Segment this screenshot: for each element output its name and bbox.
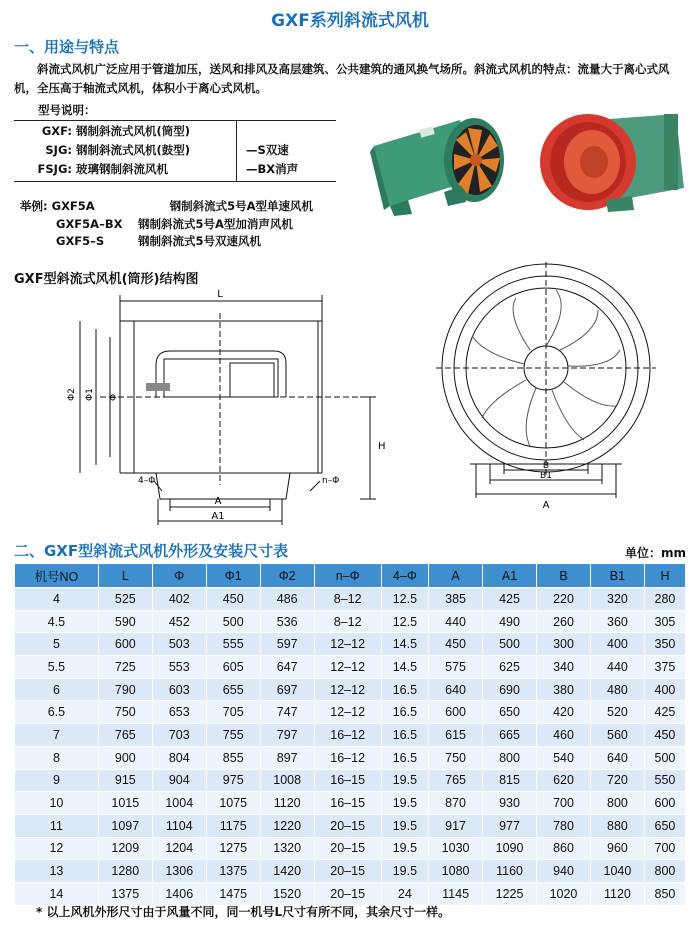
table-cell: 13 [15,860,99,883]
table-cell: 16–12 [314,724,381,747]
table-cell: 900 [98,746,152,769]
model-code: FSJG: [37,162,72,176]
dim-4phi-label: 4–Φ [138,476,156,486]
table-cell: 690 [483,678,537,701]
table-cell: 977 [483,814,537,837]
table-cell: 16.5 [381,724,428,747]
table-cell: 750 [429,746,483,769]
table-cell: 375 [644,656,685,679]
example-row [20,198,313,216]
table-row [15,656,686,679]
model-desc: 玻璃钢制斜流风机 [76,162,169,176]
table-cell: 800 [644,860,685,883]
table-header-cell: A1 [483,564,537,588]
dim-A1-label: A1 [211,511,225,522]
example-code: GXF5–S [56,234,105,248]
table-cell: 703 [152,724,206,747]
table-cell: 1406 [152,882,206,905]
model-row [14,123,236,139]
table-cell: 1080 [429,860,483,883]
table-cell: 940 [537,860,591,883]
table-cell: 855 [206,746,260,769]
table-cell: 12 [15,837,99,860]
table-header-cell: 4–Φ [381,564,428,588]
intro-paragraph: 斜流式风机广泛应用于管道加压，送风和排风及高层建筑、公共建筑的通风换气场所。斜流式风机的特点：流量大于离心式风机，全压高于轴流式风机，体积小于离心式风机。 [14,62,670,95]
table-cell: 19.5 [381,860,428,883]
table-cell: 440 [429,610,483,633]
table-cell: 555 [206,633,260,656]
table-cell: 1280 [98,860,152,883]
table-cell: 8–12 [314,588,381,611]
table-row [15,678,686,701]
table-cell: 10 [15,792,99,815]
table-cell: 650 [483,701,537,724]
table-cell: 16.5 [381,746,428,769]
table-cell: 1375 [98,882,152,905]
table-cell: 350 [644,633,685,656]
table-cell: 1075 [206,792,260,815]
table-header-cell: H [644,564,685,588]
table-cell: 525 [98,588,152,611]
table-cell: 340 [537,656,591,679]
table-cell: 6.5 [15,701,99,724]
footnote: * 以上风机外形尺寸由于风量不同，同一机号L尺寸有所不同，其余尺寸一样。 [36,905,451,919]
table-cell: 420 [537,701,591,724]
table-cell: 850 [644,882,685,905]
table-cell: 640 [429,678,483,701]
table-cell: 400 [644,678,685,701]
table-header-cell: n–Φ [314,564,381,588]
table-cell: 800 [483,746,537,769]
table-cell: 320 [590,588,644,611]
suffix-silencer: —BX消声 [246,162,299,176]
table-cell: 600 [429,701,483,724]
table-header-cell: B [537,564,591,588]
table-cell: 503 [152,633,206,656]
table-cell: 860 [537,837,591,860]
table-cell: 4 [15,588,99,611]
table-cell: 280 [644,588,685,611]
dim-B1-label: B1 [540,471,552,481]
table-row [15,588,686,611]
table-cell: 550 [644,769,685,792]
table-cell: 1104 [152,814,206,837]
table-cell: 655 [206,678,260,701]
table-cell: 960 [590,837,644,860]
table-cell: 700 [537,792,591,815]
table-cell: 600 [98,633,152,656]
table-cell: 705 [206,701,260,724]
example-code: GXF5A [51,199,95,213]
table-cell: 1275 [206,837,260,860]
table-row [15,837,686,860]
table-cell: 1040 [590,860,644,883]
table-cell: 620 [537,769,591,792]
table-cell: 725 [98,656,152,679]
table-cell: 220 [537,588,591,611]
section-usage-heading: 一、用途与特点 [14,38,120,56]
table-cell: 750 [98,701,152,724]
table-cell: 553 [152,656,206,679]
table-cell: 11 [15,814,99,837]
table-cell: 800 [590,792,644,815]
table-cell: 440 [590,656,644,679]
table-cell: 1008 [260,769,314,792]
table-cell: 4.5 [15,610,99,633]
dim-H-label: H [378,441,386,452]
table-cell: 1020 [537,882,591,905]
dim-nphi-label: n–Φ [322,476,340,486]
table-row [15,860,686,883]
table-row [15,769,686,792]
table-row [15,792,686,815]
table-row [15,882,686,905]
examples-label: 举例: [20,199,48,213]
table-header-cell: A [429,564,483,588]
table-cell: 1030 [429,837,483,860]
table-cell: 520 [590,701,644,724]
table-cell: 380 [537,678,591,701]
table-cell: 486 [260,588,314,611]
examples-block [20,198,313,251]
table-cell: 600 [644,792,685,815]
fan-photo-green [368,106,518,218]
table-header-cell: Φ [152,564,206,588]
table-cell: 597 [260,633,314,656]
model-desc: 钢制斜流式风机(鼓型) [76,143,191,157]
table-cell: 490 [483,610,537,633]
table-cell: 480 [590,678,644,701]
table-cell: 590 [98,610,152,633]
model-code: GXF: [41,124,72,138]
table-cell: 20–15 [314,860,381,883]
unit-label: 单位：mm [624,546,686,560]
table-cell: 1220 [260,814,314,837]
table-cell: 1175 [206,814,260,837]
table-cell: 260 [537,610,591,633]
table-cell: 452 [152,610,206,633]
table-cell: 650 [644,814,685,837]
example-desc: 钢制斜流式5号A型单速风机 [169,199,314,213]
model-code: SJG: [45,143,72,157]
table-cell: 12–12 [314,633,381,656]
table-cell: 20–15 [314,814,381,837]
table-cell: 16.5 [381,678,428,701]
table-header-cell: Φ1 [206,564,260,588]
table-cell: 16–12 [314,746,381,769]
table-cell: 19.5 [381,769,428,792]
table-cell: 16–15 [314,792,381,815]
table-cell: 1015 [98,792,152,815]
table-cell: 625 [483,656,537,679]
table-cell: 897 [260,746,314,769]
table-cell: 804 [152,746,206,769]
table-cell: 755 [206,724,260,747]
table-cell: 360 [590,610,644,633]
dim-phi1-label: Φ1 [85,388,95,401]
dim-A-label: A [214,496,222,507]
table-cell: 665 [483,724,537,747]
table-header-row [15,564,686,588]
example-row [20,216,313,234]
table-cell: 653 [152,701,206,724]
table-cell: 815 [483,769,537,792]
table-cell: 1097 [98,814,152,837]
table-row [15,701,686,724]
table-cell: 747 [260,701,314,724]
table-cell: 300 [537,633,591,656]
suffix-double-speed: —S双速 [246,143,289,157]
table-cell: 385 [429,588,483,611]
table-cell: 425 [483,588,537,611]
table-cell: 5 [15,633,99,656]
table-cell: 1160 [483,860,537,883]
table-cell: 1306 [152,860,206,883]
table-cell: 14.5 [381,633,428,656]
dimensions-table [14,563,686,906]
table-cell: 7 [15,724,99,747]
table-cell: 615 [429,724,483,747]
model-row [14,161,236,177]
table-cell: 402 [152,588,206,611]
dim-A-front-label: A [542,500,550,511]
table-cell: 605 [206,656,260,679]
table-cell: 16–15 [314,769,381,792]
table-cell: 14 [15,882,99,905]
table-cell: 16.5 [381,701,428,724]
table-cell: 12–12 [314,678,381,701]
table-cell: 20–15 [314,837,381,860]
table-row [15,724,686,747]
table-cell: 1209 [98,837,152,860]
table-cell: 1145 [429,882,483,905]
table-cell: 870 [429,792,483,815]
table-cell: 19.5 [381,814,428,837]
table-cell: 917 [429,814,483,837]
table-cell: 5.5 [15,656,99,679]
table-cell: 24 [381,882,428,905]
table-cell: 1225 [483,882,537,905]
dim-L-label: L [217,289,223,300]
fan-photo-red [536,110,688,214]
side-view-drawing [60,285,390,530]
dim-phi2-label: Φ2 [67,388,77,401]
table-cell: 647 [260,656,314,679]
table-header-cell: B1 [590,564,644,588]
table-cell: 700 [644,837,685,860]
table-cell: 1320 [260,837,314,860]
table-cell: 1420 [260,860,314,883]
table-cell: 780 [537,814,591,837]
model-desc: 钢制斜流式风机(筒型) [76,124,191,138]
table-cell: 19.5 [381,837,428,860]
table-row [15,746,686,769]
table-cell: 1090 [483,837,537,860]
table-row [15,814,686,837]
table-cell: 720 [590,769,644,792]
table-cell: 9 [15,769,99,792]
example-row [20,233,313,251]
example-desc: 钢制斜流式5号双速风机 [138,234,262,248]
table-cell: 6 [15,678,99,701]
front-view-drawing [420,258,690,528]
table-cell: 880 [590,814,644,837]
table-cell: 305 [644,610,685,633]
example-desc: 钢制斜流式5号A型加消声风机 [138,216,293,231]
table-cell: 1204 [152,837,206,860]
section-dimensions-heading: 二、GXF型斜流式风机外形及安装尺寸表 [14,542,289,560]
table-cell: 1475 [206,882,260,905]
table-cell: 12–12 [314,701,381,724]
table-cell: 540 [537,746,591,769]
table-cell: 536 [260,610,314,633]
table-cell: 697 [260,678,314,701]
model-row [14,142,236,158]
table-cell: 790 [98,678,152,701]
table-cell: 1375 [206,860,260,883]
table-cell: 640 [590,746,644,769]
table-cell: 1520 [260,882,314,905]
table-cell: 400 [590,633,644,656]
table-header-cell: 机号NO [15,564,99,588]
table-cell: 500 [483,633,537,656]
table-cell: 450 [206,588,260,611]
table-cell: 1004 [152,792,206,815]
table-cell: 12.5 [381,610,428,633]
table-cell: 765 [98,724,152,747]
table-cell: 12–12 [314,656,381,679]
table-cell: 975 [206,769,260,792]
model-label: 型号说明： [38,103,96,117]
table-cell: 8 [15,746,99,769]
model-legend-box [14,120,336,182]
dim-phi-label: Φ [109,393,119,401]
page-title: GXF系列斜流式风机 [271,11,429,31]
structure-title: GXF型斜流式风机(筒形)结构图 [14,272,199,287]
table-cell: 915 [98,769,152,792]
table-cell: 1120 [260,792,314,815]
table-cell: 19.5 [381,792,428,815]
table-body [15,588,686,906]
dim-B-label: B [542,461,550,471]
table-header-cell: L [98,564,152,588]
table-cell: 797 [260,724,314,747]
table-cell: 904 [152,769,206,792]
table-cell: 765 [429,769,483,792]
table-cell: 575 [429,656,483,679]
table-row [15,610,686,633]
table-cell: 930 [483,792,537,815]
table-cell: 14.5 [381,656,428,679]
table-cell: 450 [429,633,483,656]
legend-divider [236,121,237,181]
table-cell: 425 [644,701,685,724]
table-cell: 560 [590,724,644,747]
table-cell: 460 [537,724,591,747]
table-cell: 603 [152,678,206,701]
table-cell: 450 [644,724,685,747]
table-cell: 20–15 [314,882,381,905]
table-cell: 500 [206,610,260,633]
table-cell: 8–12 [314,610,381,633]
table-header-cell: Φ2 [260,564,314,588]
example-code: GXF5A–BX [56,216,123,231]
table-row [15,633,686,656]
table-cell: 1120 [590,882,644,905]
table-cell: 500 [644,746,685,769]
table-cell: 12.5 [381,588,428,611]
